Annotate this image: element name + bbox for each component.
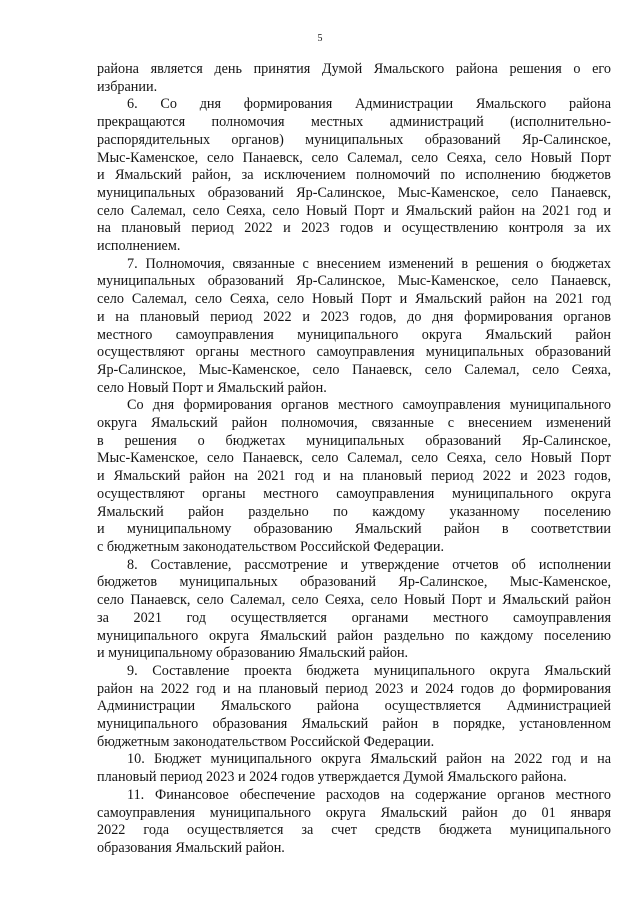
text-line: муниципальных образований Яр-Салинское, Мыс-Каменское, село Панаевск,: [97, 273, 611, 290]
paragraph-11: [97, 787, 611, 858]
text-line: 7. Полномочия, связанные с внесением изменений в решения о бюджетах: [127, 255, 611, 272]
text-line: муниципального образования Ямальский район в порядке, установленном: [97, 716, 611, 733]
text-line: образования Ямальский район.: [97, 839, 285, 856]
text-line: 10. Бюджет муниципального округа Ямальский район на 2022 год и на: [127, 751, 611, 768]
paragraph-6: [97, 96, 611, 255]
text-line: и на плановый период 2022 и 2023 годов, до дня формирования органов: [97, 308, 611, 325]
text-line: бюджетов муниципальных образований Яр-Салинское, Мыс-Каменское,: [97, 574, 611, 591]
text-line: 9. Составление проекта бюджета муниципального округа Ямальский: [127, 662, 611, 679]
text-line: плановый период 2023 и 2024 годов утверждается Думой Ямальского района.: [97, 769, 567, 786]
paragraph-10: [97, 751, 611, 786]
text-line: Администрации Ямальского района осуществляется Администрацией: [97, 698, 611, 715]
text-line: 2022 года осуществляется за счет средств бюджета муниципального: [97, 822, 611, 839]
text-line: бюджетным законодательством Российской Федерации.: [97, 733, 435, 750]
text-line: района является день принятия Думой Ямальского района решения о его: [97, 61, 611, 77]
text-line: местного самоуправления муниципального округа Ямальский район: [97, 326, 611, 343]
paragraph-9: [97, 663, 611, 752]
text-line: 11. Финансовое обеспечение расходов на содержание органов местного: [127, 786, 611, 803]
text-line: на плановый период 2022 и 2023 годов и осуществлению контроля за их: [97, 220, 611, 237]
text-line: район на 2022 год и на плановый период 2023 и 2024 годов до формирования: [97, 680, 611, 697]
text-line: 8. Составление, рассмотрение и утверждение отчетов об исполнении: [127, 556, 611, 573]
text-line: Ямальский район раздельно по каждому указанному поселению: [97, 503, 611, 520]
text-line: прекращаются полномочия местных администраций (исполнительно-: [97, 114, 611, 131]
page-number: 5: [317, 33, 323, 44]
text-line: Яр-Салинское, Мыс-Каменское, село Панаевск, село Салемал, село Сеяха,: [97, 361, 611, 378]
text-line: с бюджетным законодательством Российской Федерации.: [97, 538, 445, 555]
text-line: село Панаевск, село Салемал, село Сеяха, село Новый Порт и Ямальский район: [97, 592, 611, 609]
paragraph-7: [97, 256, 611, 398]
text-line: округа Ямальский район полномочия, связанные с внесением изменений: [97, 415, 611, 432]
text-line: муниципальных образований Яр-Салинское, Мыс-Каменское, село Панаевск,: [97, 184, 611, 201]
text-line: и муниципальному образованию Ямальский район.: [97, 645, 409, 662]
text-line: осуществляют органы местного самоуправления муниципального округа: [97, 485, 611, 502]
text-line: Со дня формирования органов местного самоуправления муниципального: [127, 397, 611, 414]
text-line: и муниципальному образованию Ямальский район в соответствии: [97, 521, 611, 538]
text-line: 6. Со дня формирования Администрации Ямальского района: [127, 96, 611, 113]
text-line: в решения о бюджетах муниципальных образований Яр-Салинское,: [97, 432, 611, 449]
text-line: Мыс-Каменское, село Панаевск, село Салемал, село Сеяха, село Новый Порт: [97, 149, 611, 166]
text-line: избрании.: [97, 78, 158, 95]
text-line: муниципального округа Ямальский район раздельно по каждому поселению: [97, 627, 611, 644]
paragraph-5-end: [97, 61, 611, 96]
text-line: исполнением.: [97, 238, 181, 255]
text-line: осуществляют органы местного самоуправления муниципальных образований: [97, 344, 611, 361]
text-line: село Новый Порт и Ямальский район.: [97, 379, 327, 396]
text-line: самоуправления муниципального округа Ямальский район до 01 января: [97, 804, 611, 821]
paragraph-8: [97, 557, 611, 663]
text-line: и Ямальский район, за исключением полномочий по исполнению бюджетов: [97, 167, 611, 184]
document-body: [97, 61, 611, 858]
text-line: и Ямальский район на 2021 год и на плановый период 2022 и 2023 годов,: [97, 468, 611, 485]
text-line: Мыс-Каменское, село Панаевск, село Салемал, село Сеяха, село Новый Порт: [97, 450, 611, 467]
text-line: село Салемал, село Сеяха, село Новый Порт и Ямальский район на 2021 год и: [97, 202, 611, 219]
paragraph-7-continued: [97, 397, 611, 556]
text-line: за 2021 год осуществляется органами местного самоуправления: [97, 609, 611, 626]
text-line: распорядительных органов) муниципальных образований Яр-Салинское,: [97, 131, 611, 148]
text-line: село Салемал, село Сеяха, село Новый Порт и Ямальский район на 2021 год: [97, 291, 611, 308]
